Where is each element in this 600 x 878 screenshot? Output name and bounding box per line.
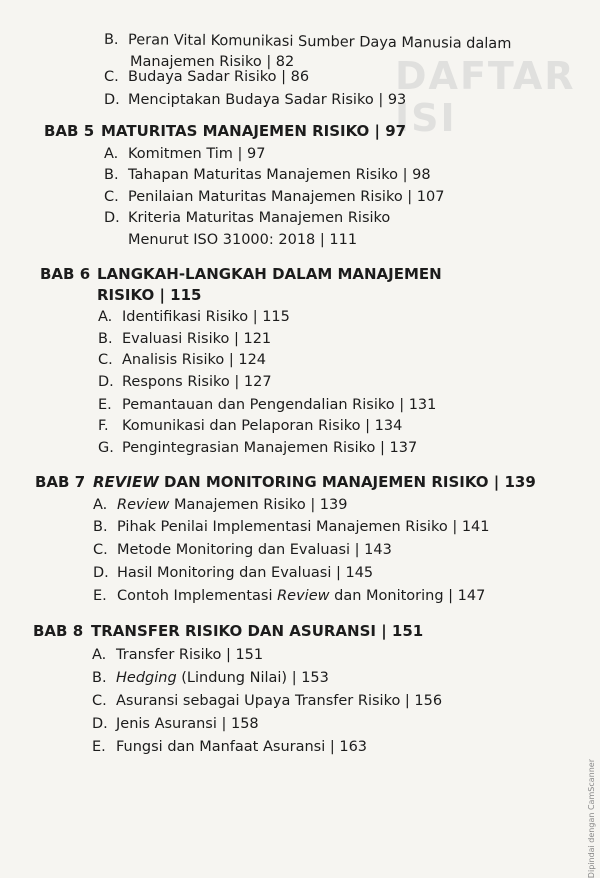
chapter-title: LANGKAH-LANGKAH DALAM MANAJEMEN [97, 265, 442, 283]
toc-item [93, 496, 347, 514]
chapter-heading [44, 122, 406, 140]
toc-item-text: Analisis Risiko | 124 [122, 352, 267, 368]
toc-item-letter: F. [98, 418, 109, 434]
toc-item [98, 439, 417, 457]
toc-item [98, 396, 436, 414]
toc-item-letter: B. [98, 331, 113, 347]
toc-item-letter: B. [103, 31, 119, 49]
toc-item-letter: B. [104, 167, 119, 183]
toc-item-letter: B. [93, 519, 108, 535]
toc-item [92, 715, 259, 733]
toc-item-letter: C. [98, 352, 113, 368]
chapter-number: BAB 7 [35, 473, 86, 491]
toc-item-letter: A. [98, 309, 113, 325]
toc-item [104, 209, 390, 227]
toc-item [92, 646, 263, 664]
toc-item-text-italic: Review [277, 588, 330, 604]
toc-item-text: dan Monitoring | 147 [329, 588, 486, 604]
toc-item-letter: A. [92, 647, 107, 663]
chapter-number: BAB 8 [33, 622, 84, 640]
toc-item-text: Metode Monitoring dan Evaluasi | 143 [117, 542, 392, 558]
toc-item [98, 330, 271, 348]
toc-item-letter: E. [98, 397, 112, 413]
chapter-heading [33, 622, 423, 640]
toc-item-text: Hasil Monitoring dan Evaluasi | 145 [117, 565, 374, 581]
chapter-heading [40, 265, 442, 283]
toc-item-text: Manajemen Risiko | 139 [169, 497, 348, 513]
chapter-heading [35, 473, 536, 491]
toc-item-continuation: Menurut ISO 31000: 2018 | 111 [128, 232, 358, 248]
toc-item-letter: B. [92, 670, 107, 686]
toc-item-text: Kriteria Maturitas Manajemen Risiko [128, 210, 391, 226]
toc-item-letter: D. [104, 210, 120, 226]
toc-item-text: Budaya Sadar Risiko | 86 [128, 69, 310, 85]
chapter-title: TRANSFER RISIKO DAN ASURANSI | 151 [91, 622, 424, 640]
toc-item-text: Pengintegrasian Manajemen Risiko | 137 [122, 440, 418, 456]
toc-item-letter: D. [104, 92, 120, 108]
chapter-number: BAB 5 [44, 122, 95, 140]
toc-item-letter: A. [104, 146, 119, 162]
toc-item-text: Pihak Penilai Implementasi Manajemen Risiko | 141 [117, 519, 490, 535]
toc-item [104, 91, 406, 109]
toc-item-letter: D. [92, 716, 108, 732]
chapter-title: DAN MONITORING MANAJEMEN RISIKO | 139 [158, 473, 536, 491]
toc-item-letter: C. [92, 693, 107, 709]
toc-item-letter: E. [92, 739, 106, 755]
toc-item-text: Tahapan Maturitas Manajemen Risiko | 98 [128, 167, 431, 183]
toc-item-text: Respons Risiko | 127 [122, 374, 272, 390]
toc-item-letter: C. [104, 69, 119, 85]
toc-item-text: Asuransi sebagai Upaya Transfer Risiko | 156 [116, 693, 443, 709]
toc-item [93, 541, 392, 559]
chapter-number: BAB 6 [40, 265, 91, 283]
toc-item-text: Penilaian Maturitas Manajemen Risiko | 107 [128, 189, 445, 205]
toc-item-text: Identifikasi Risiko | 115 [122, 309, 290, 325]
toc-item [98, 308, 290, 326]
toc-item-text: Jenis Asuransi | 158 [116, 716, 259, 732]
toc-item-letter: E. [93, 588, 107, 604]
toc-item [104, 68, 309, 86]
toc-item [104, 145, 265, 163]
toc-item [104, 188, 444, 206]
toc-item-text: Pemantauan dan Pengendalian Risiko | 131 [122, 397, 437, 413]
toc-item-text: Evaluasi Risiko | 121 [122, 331, 272, 347]
toc-item-text: Transfer Risiko | 151 [116, 647, 264, 663]
toc-item-text: (Lindung Nilai) | 153 [176, 670, 329, 686]
toc-item-letter: G. [98, 440, 114, 456]
toc-item-text: Komitmen Tim | 97 [128, 146, 266, 162]
toc-item [93, 587, 485, 605]
toc-item-letter: D. [98, 374, 114, 390]
toc-item [98, 417, 402, 435]
toc-item [92, 669, 329, 687]
toc-item-text: Peran Vital Komunikasi Sumber Daya Manusia dalam [127, 32, 512, 53]
chapter-title-continuation: RISIKO | 115 [97, 286, 202, 304]
chapter-title: MATURITAS MANAJEMEN RISIKO | 97 [101, 122, 407, 140]
toc-item-text: Menciptakan Budaya Sadar Risiko | 93 [128, 92, 407, 108]
scanner-watermark: Dipindai dengan CamScanner [587, 759, 596, 878]
toc-item [92, 692, 442, 710]
toc-item [93, 564, 373, 582]
toc-item [92, 738, 367, 756]
toc-item [104, 31, 512, 53]
toc-item-text-italic: Review [117, 497, 170, 513]
toc-item-text: Fungsi dan Manfaat Asuransi | 163 [116, 739, 368, 755]
toc-item-text: Contoh Implementasi [117, 588, 278, 604]
toc-item-letter: C. [104, 189, 119, 205]
bleed-through-title: DAFTAR ISI [395, 54, 576, 140]
toc-item-continuation: Manajemen Risiko | 82 [130, 54, 295, 70]
chapter-title-italic: REVIEW [93, 473, 159, 491]
toc-item-letter: D. [93, 565, 109, 581]
toc-item-letter: C. [93, 542, 108, 558]
toc-item [98, 351, 266, 369]
toc-item [104, 166, 431, 184]
toc-item-letter: A. [93, 497, 108, 513]
toc-item-text-italic: Hedging [116, 670, 177, 686]
toc-item-text: Komunikasi dan Pelaporan Risiko | 134 [122, 418, 403, 434]
toc-item [93, 518, 490, 536]
toc-item [98, 373, 272, 391]
